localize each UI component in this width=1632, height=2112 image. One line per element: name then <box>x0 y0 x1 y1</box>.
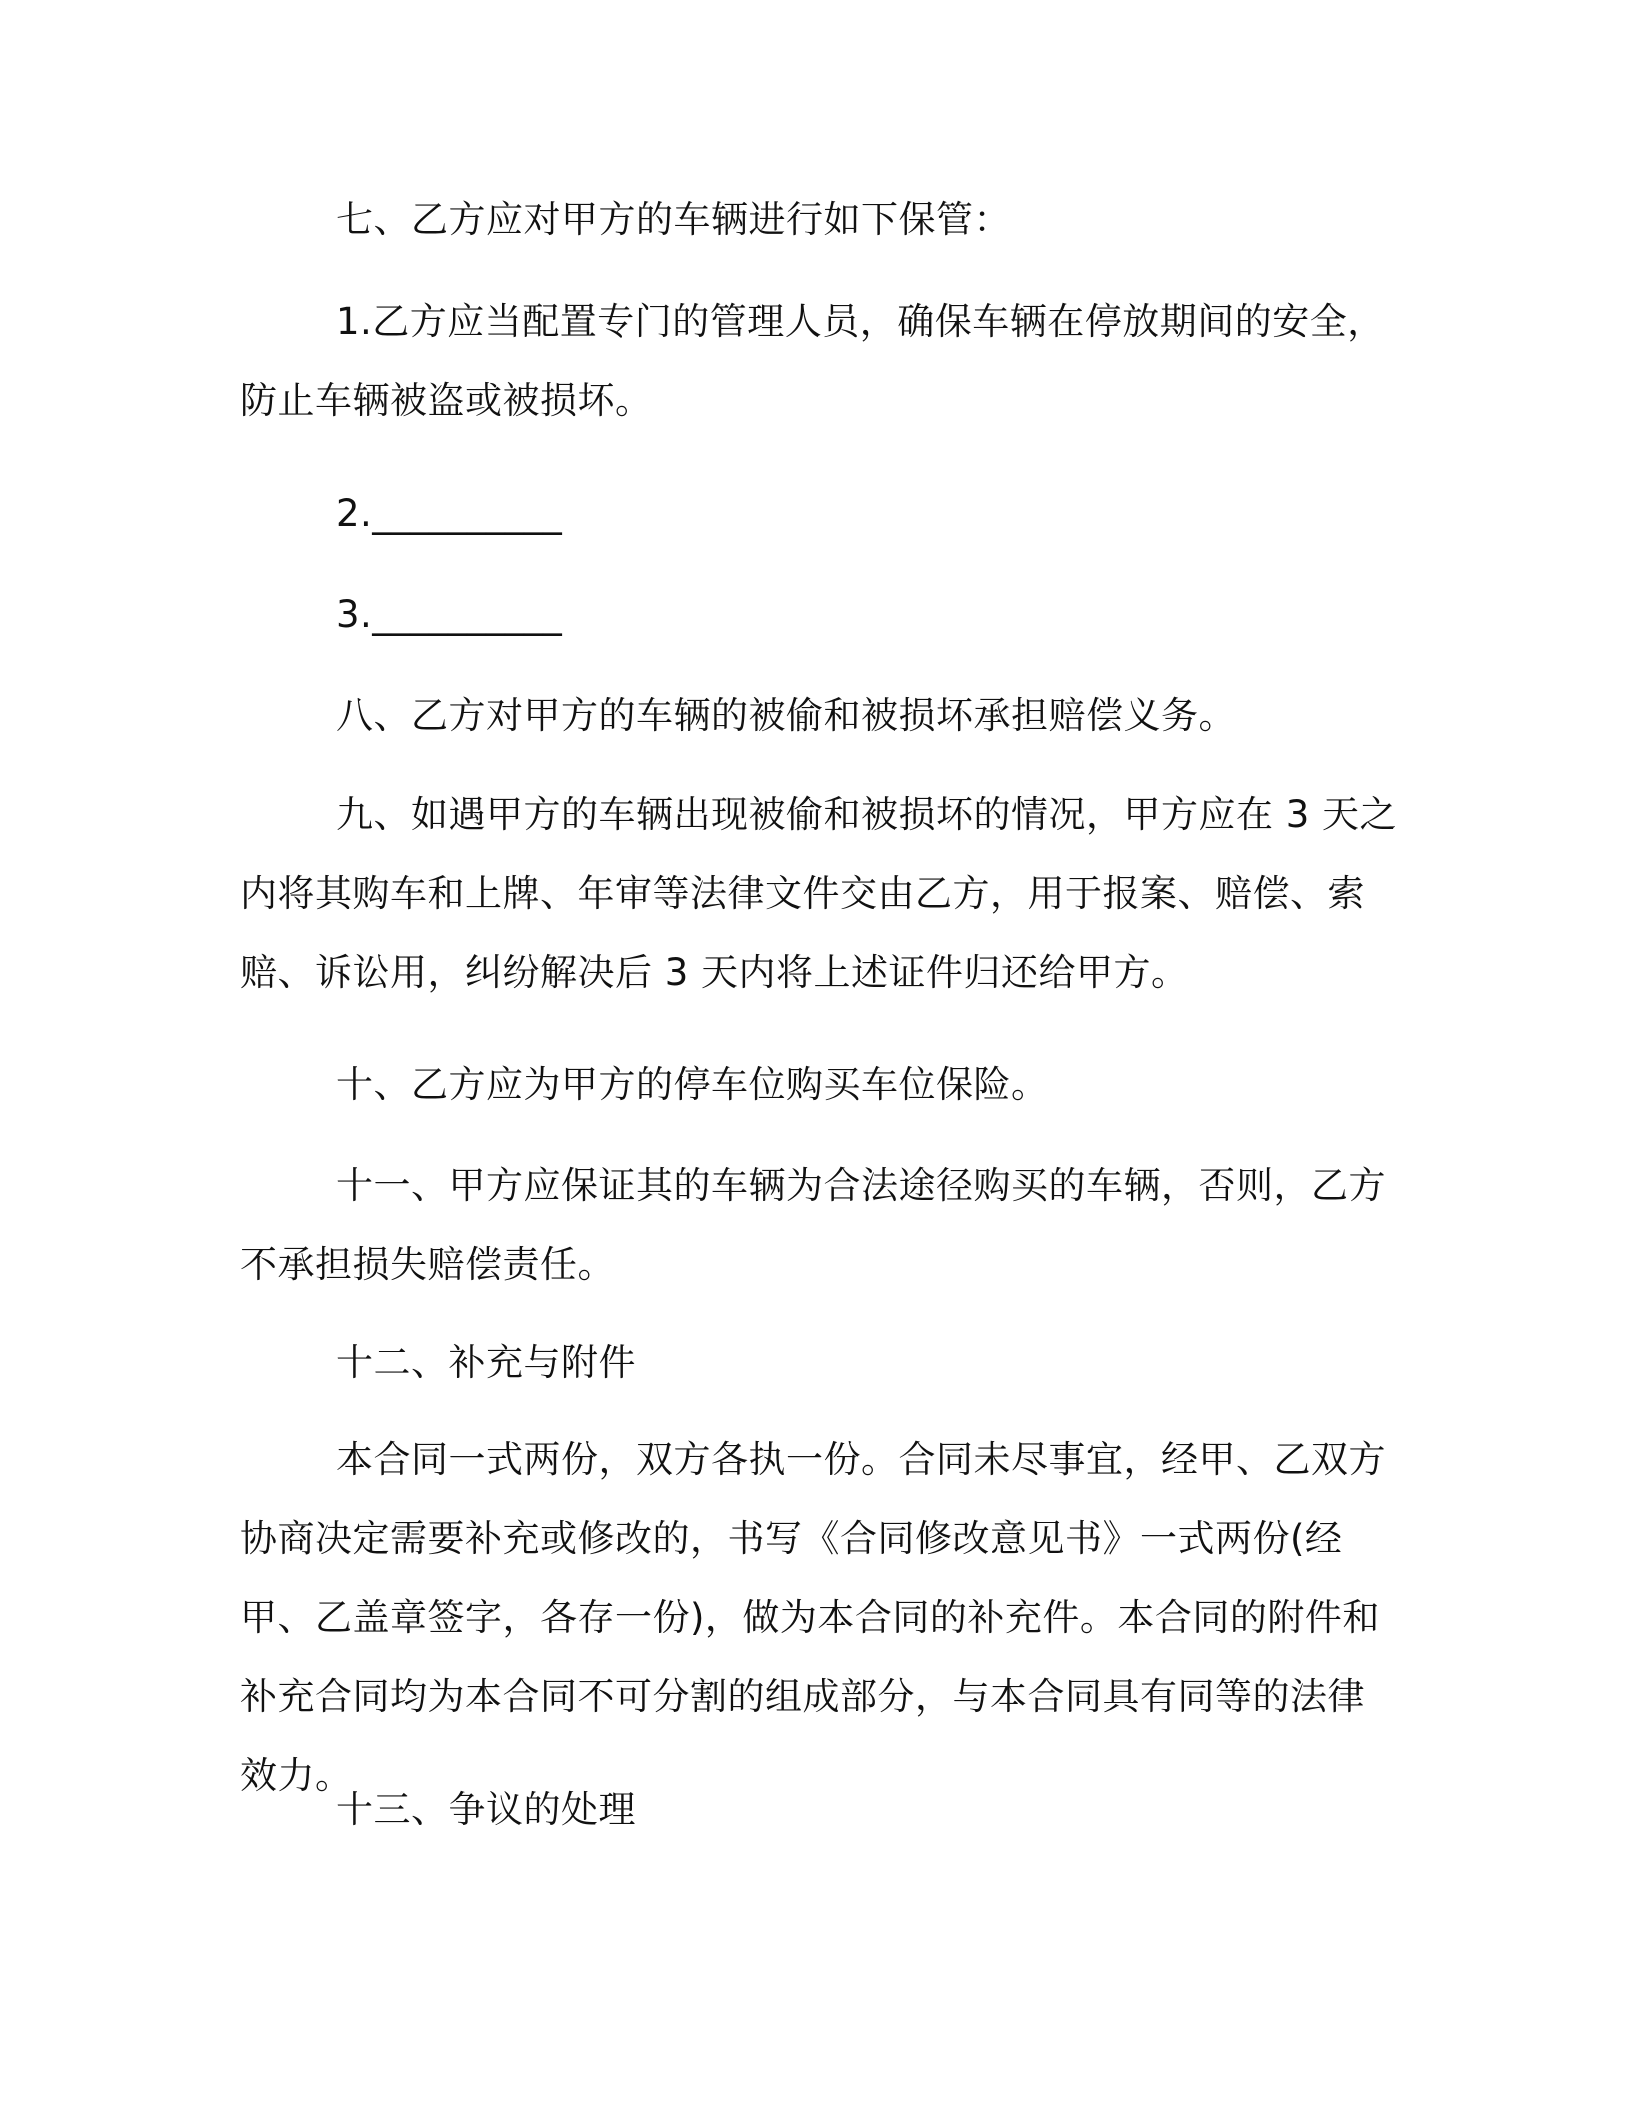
clause-9: 九、如遇甲方的车辆出现被偷和被损坏的情况，甲方应在 3 天之内将其购车和上牌、年审等法律文件交由乙方，用于报案、赔偿、索赔、诉讼用，纠纷解决后 3 天内将上述证件归还给甲方。 <box>240 793 1398 994</box>
clause-11: 十一、甲方应保证其的车辆为合法途径购买的车辆，否则，乙方不承担损失赔偿责任。 <box>240 1164 1386 1286</box>
clause-7-item-3: 3.__________ <box>336 593 563 636</box>
clause-7-item-1: 1.乙方应当配置专门的管理人员，确保车辆在停放期间的安全，防止车辆被盗或被损坏。 <box>240 300 1385 422</box>
clause-12-body: 本合同一式两份，双方各执一份。合同未尽事宜，经甲、乙双方协商决定需要补充或修改的，书写《合同修改意见书》一式两份(经甲、乙盖章签字，各存一份)，做为本合同的补充件。本合同的附件和补充合同均为本合同不可分割的组成部分，与本合同具有同等的法律效力。 <box>240 1438 1386 1797</box>
clause-10: 十、乙方应为甲方的停车位购买车位保险。 <box>336 1063 1049 1106</box>
clause-7-item-2: 2.__________ <box>336 492 563 535</box>
clause-8: 八、乙方对甲方的车辆的被偷和被损坏承担赔偿义务。 <box>336 694 1236 737</box>
clause-7-heading: 七、乙方应对甲方的车辆进行如下保管： <box>336 198 1011 241</box>
clause-12-heading: 十二、补充与附件 <box>336 1341 636 1384</box>
clause-13-heading: 十三、争议的处理 <box>336 1788 636 1831</box>
